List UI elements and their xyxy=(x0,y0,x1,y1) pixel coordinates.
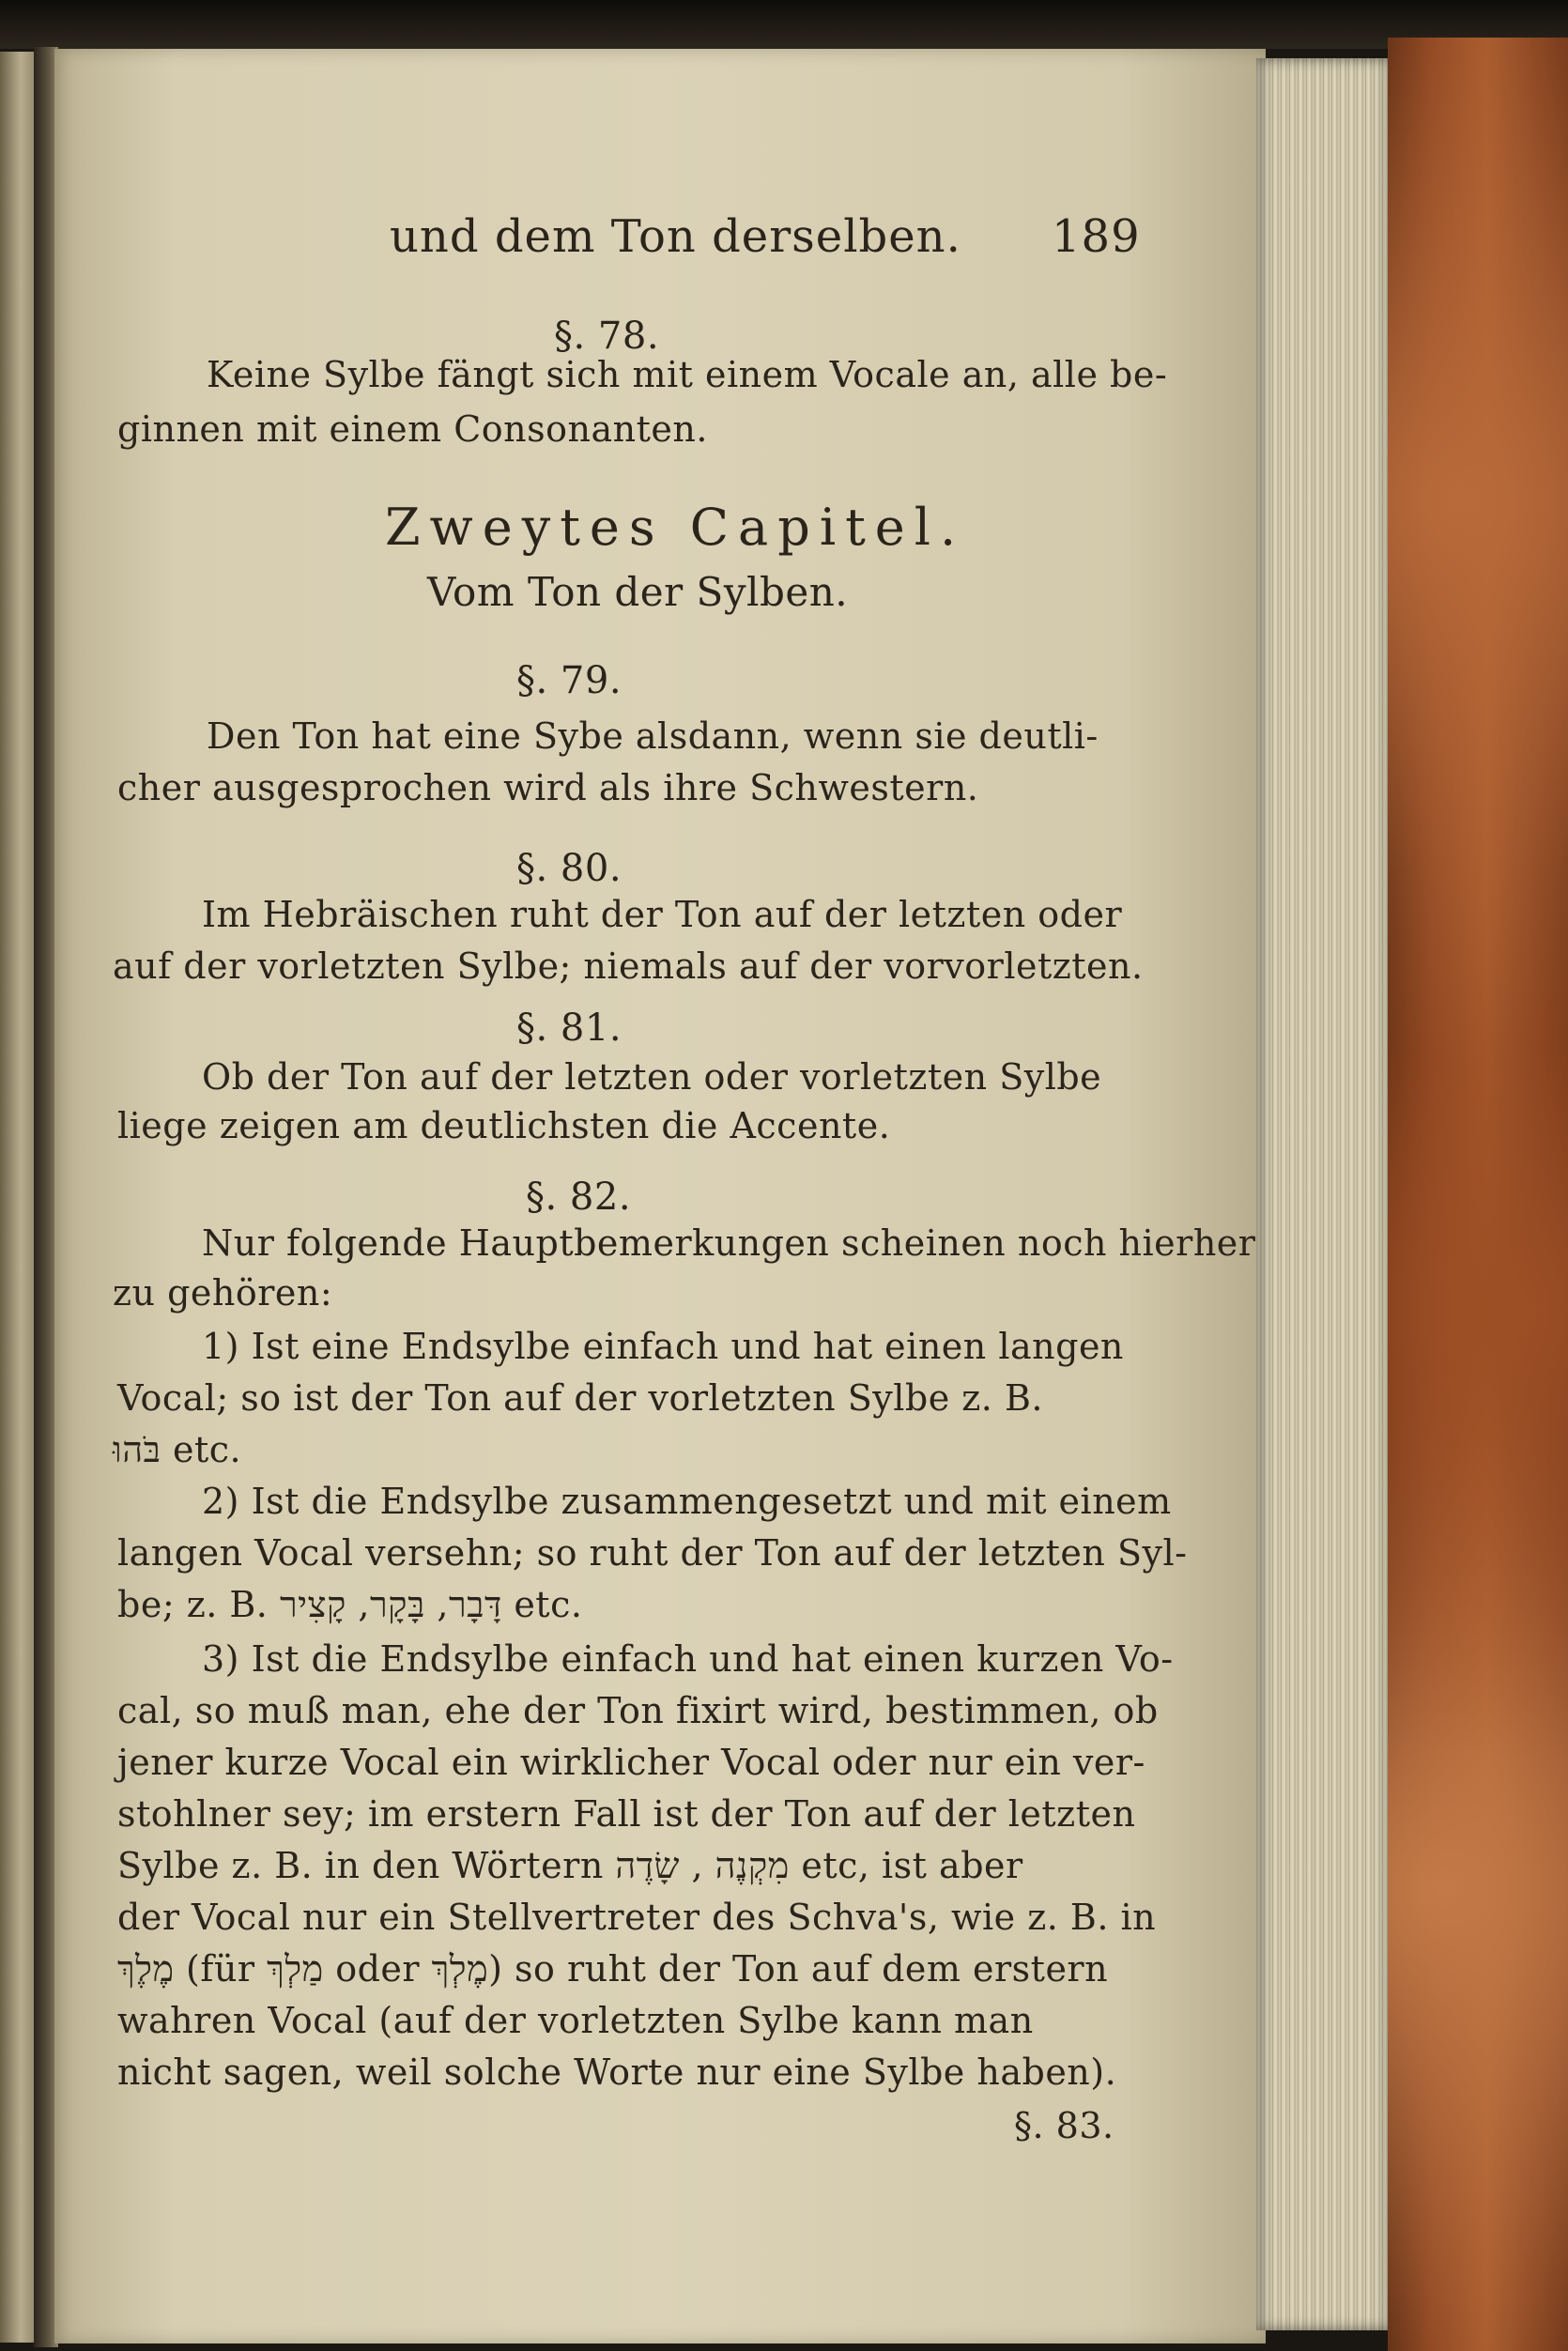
section-78-number: §. 78. xyxy=(554,315,660,358)
section-82-line-10: cal, so muß man, ehe der Ton fixirt wird, bestimmen, ob xyxy=(117,1690,1159,1731)
section-82-line-6: 2) Ist die Endsylbe zusammengesetzt und mit einem xyxy=(202,1481,1172,1522)
section-82-line-17: nicht sagen, weil solche Worte nur eine Sylbe haben). xyxy=(117,2051,1117,2093)
chapter-subtitle: Vom Ton der Sylben. xyxy=(427,569,849,615)
section-80-number: §. 80. xyxy=(516,847,623,890)
page-block-edges xyxy=(1256,58,1397,2330)
section-82-line-5: בֹּהוּ etc. xyxy=(113,1429,242,1470)
section-79-number: §. 79. xyxy=(516,659,623,702)
section-81-number: §. 81. xyxy=(516,1006,623,1050)
page-number: 189 xyxy=(1052,210,1141,263)
section-80-line-2: auf der vorletzten Sylbe; niemals auf der vorvorletzten. xyxy=(113,945,1144,987)
section-78-line-2: ginnen mit einem Consonanten. xyxy=(117,408,708,450)
section-80-line-1: Im Hebräischen ruht der Ton auf der letzten oder xyxy=(202,894,1123,935)
section-82-line-11: jener kurze Vocal ein wirklicher Vocal oder nur ein ver- xyxy=(117,1742,1145,1783)
section-82-line-8: be; z. B. דָּבָר, בָּקָר, קָצִיר etc. xyxy=(117,1584,583,1625)
section-82-line-12: stohlner sey; im erstern Fall ist der Ton auf der letzten xyxy=(117,1793,1136,1835)
section-82-line-7: langen Vocal versehn; so ruht der Ton auf der letzten Syl- xyxy=(117,1532,1188,1574)
leather-cover xyxy=(1388,38,1568,2351)
section-82-line-4: Vocal; so ist der Ton auf der vorletzten Sylbe z. B. xyxy=(117,1377,1043,1419)
chapter-title: Zweytes Capitel. xyxy=(385,498,966,557)
section-79-line-1: Den Ton hat eine Sybe alsdann, wenn sie deutli- xyxy=(207,715,1099,757)
section-82-number: §. 82. xyxy=(526,1176,632,1219)
previous-page-edge xyxy=(0,52,38,2343)
section-81-line-1: Ob der Ton auf der letzten oder vorletzten Sylbe xyxy=(202,1056,1102,1098)
section-81-line-2: liege zeigen am deutlichsten die Accente. xyxy=(117,1105,891,1146)
section-82-line-3: 1) Ist eine Endsylbe einfach und hat einen langen xyxy=(202,1326,1124,1367)
section-82-line-2: zu gehören: xyxy=(113,1272,333,1314)
section-78-line-1: Keine Sylbe fängt sich mit einem Vocale an, alle be- xyxy=(207,354,1168,395)
section-82-line-15: מֶלֶךְ (für מַלְךְ oder מֶלְךְ) so ruht der Ton auf dem erstern xyxy=(117,1948,1109,1990)
section-82-line-16: wahren Vocal (auf der vorletzten Sylbe kann man xyxy=(117,2000,1034,2041)
background-shadow xyxy=(0,0,1568,49)
running-head: und dem Ton derselben. xyxy=(390,210,961,263)
section-82-line-1: Nur folgende Hauptbemerkungen scheinen noch hierher xyxy=(202,1222,1256,1264)
section-82-line-13: Sylbe z. B. in den Wörtern מִקְנֶה , שָׂדֶה etc, ist aber xyxy=(117,1845,1023,1886)
section-82-line-9: 3) Ist die Endsylbe einfach und hat einen kurzen Vo- xyxy=(202,1638,1174,1680)
catchword: §. 83. xyxy=(1014,2105,1115,2146)
section-79-line-2: cher ausgesprochen wird als ihre Schwestern. xyxy=(117,767,979,808)
section-82-line-14: der Vocal nur ein Stellvertreter des Schva's, wie z. B. in xyxy=(117,1897,1157,1938)
